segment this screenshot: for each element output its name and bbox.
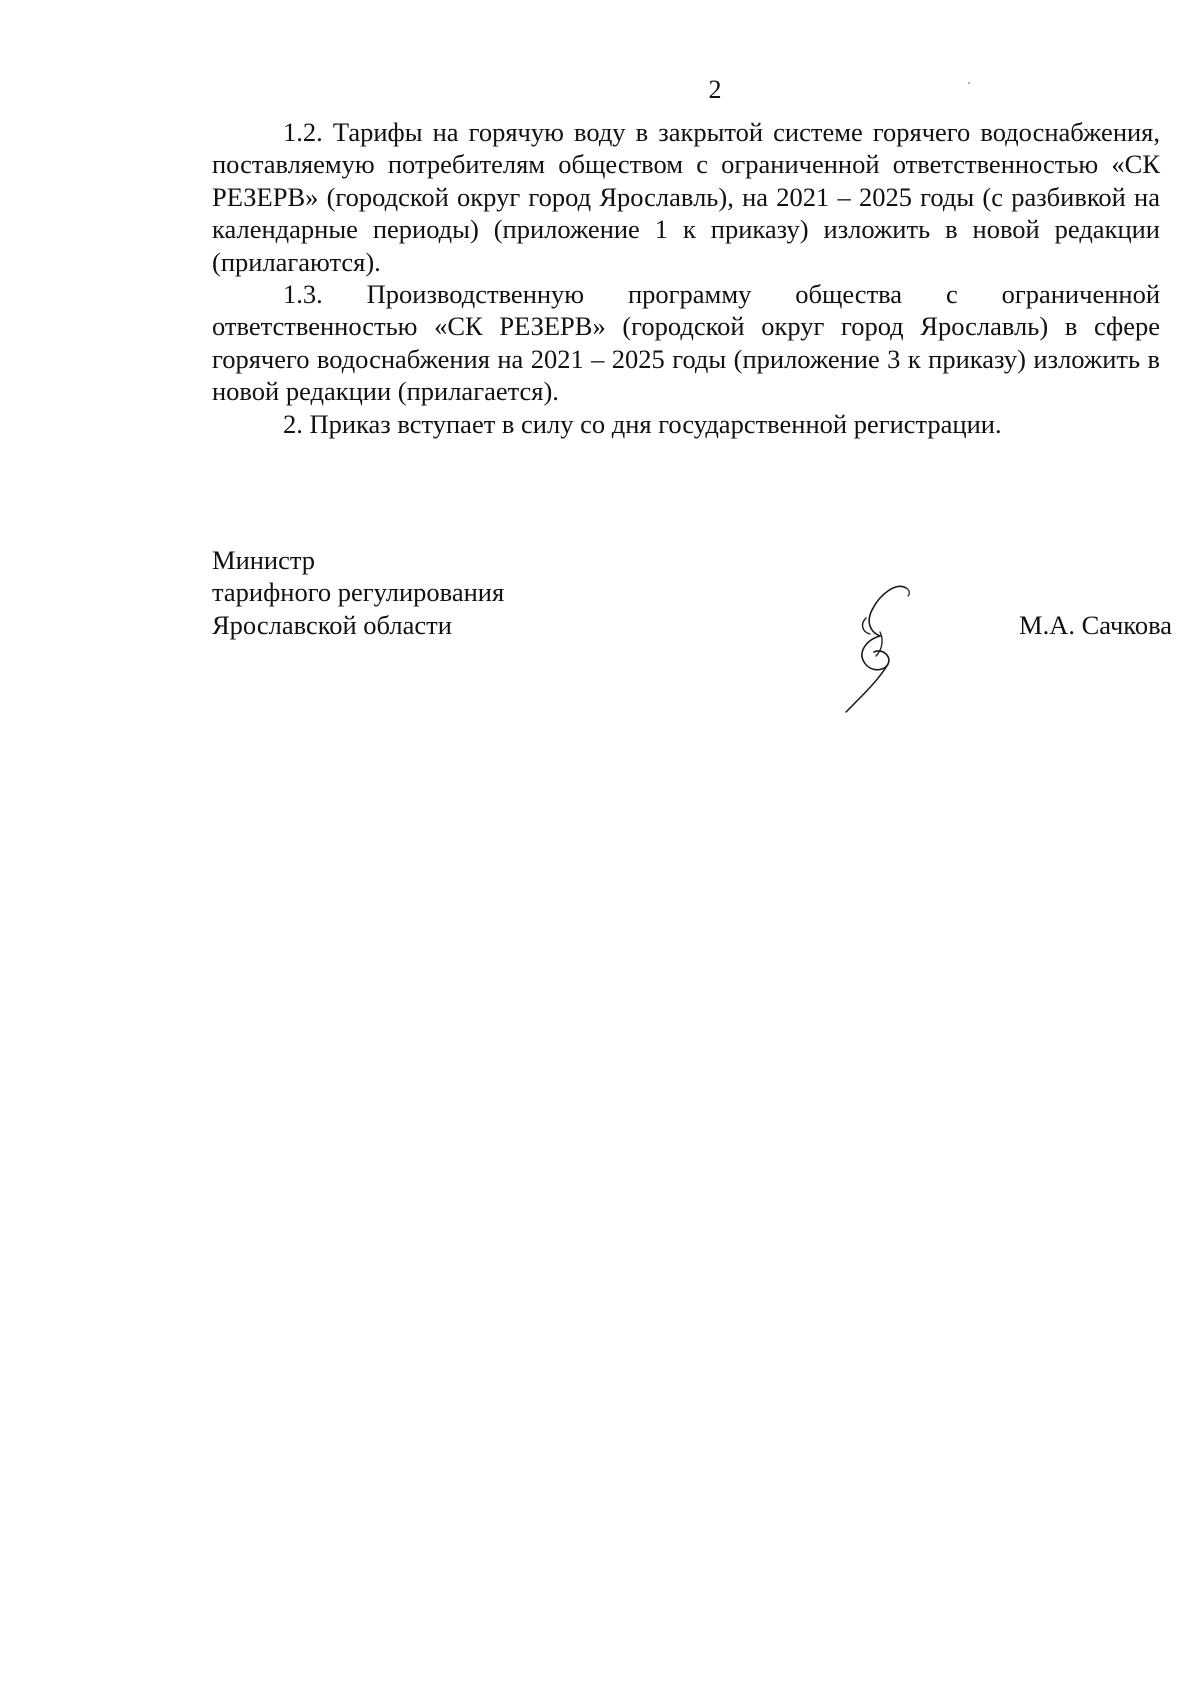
paragraph-2: 2. Приказ вступает в силу со дня государственной регистрации. [283, 408, 1002, 439]
signer-position-line: Министр [212, 545, 316, 575]
signature-block [212, 544, 1172, 744]
paragraph-1-3: 1.3. Производственную программу общества с ограниченной ответственностью «СК РЕЗЕРВ» (городской округ город Ярославль) в сфере горячего водоснабжения на 2021 – 2025 годы (приложение 3 к приказу) изложить в новой редакции (прилагается). [212, 279, 1160, 407]
signer-position-line: тарифного регулирования [212, 577, 505, 608]
document-body [212, 116, 1160, 440]
page-number: 2 [708, 75, 722, 104]
handwritten-signature-icon [836, 580, 936, 720]
paragraph-1-2: 1.2. Тарифы на горячую воду в закрытой системе горячего водоснабжения, поставляемую потребителям обществом с ограниченной ответственностью «СК РЕЗЕРВ» (городской округ город Ярославль), на 2021 – 2025 годы (с разбивкой на календарные периоды) (приложение 1 к приказу) изложить в новой редакции (прилагаются). [212, 117, 1160, 277]
signer-position [212, 544, 504, 641]
signer-name: М.А. Сачкова [1019, 609, 1172, 640]
scan-speck [968, 82, 970, 84]
signer-position-line: Ярославской области [212, 609, 452, 640]
